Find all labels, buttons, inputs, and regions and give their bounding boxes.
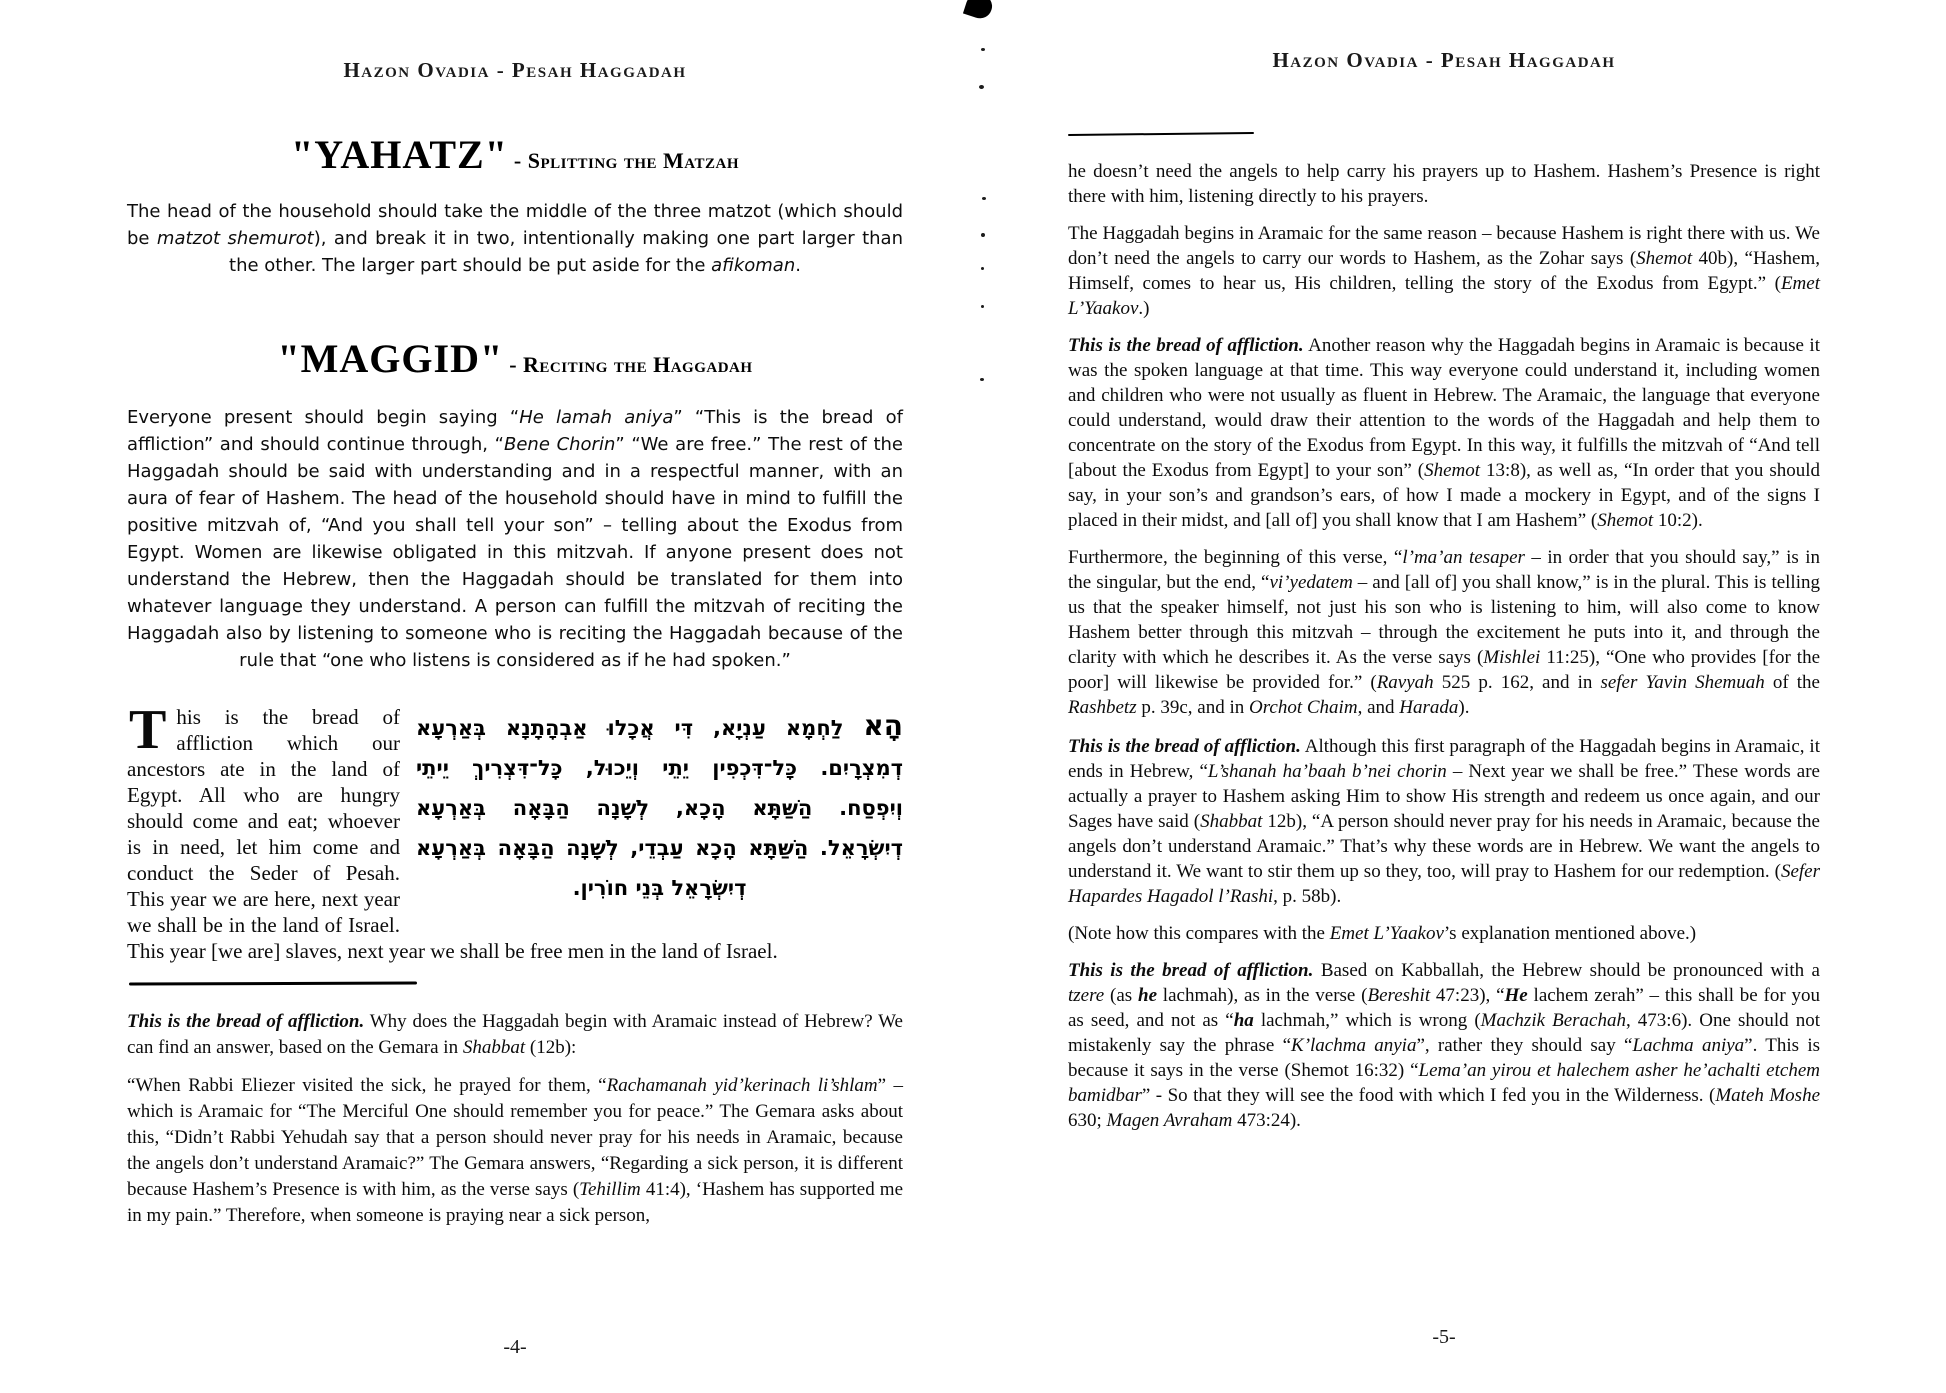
hebrew-line: דְיִשְׂרָאֵל בְּנֵי חוֹרִין. [572, 876, 747, 900]
commentary-paragraph: This is the bread of affliction. Another reason why the Haggadah begins in Aramaic is because it was the spoken language at that time. This way everyone could understand it, including women and children who were not usually as fluent in Hebrew. The Aramaic, the language that everyone could understand, would draw their attention to the words of the Haggadah and help them to concentrate on the story of the Exodus from Egypt. In this way, it fulfills the mitzvah of “And tell [about the Exodus from Egypt] to your son” (Shemot 13:8), as well as, “In order that you should say, in your son’s and grandson’s ears, of how I made a mockery in Egypt, and of the signs I placed in their midst, and [all of] you shall know that I am Hashem” (Shemot 10:2). [1068, 335, 1821, 531]
hebrew-line [416, 706, 903, 748]
yahatz-subtitle: - Splitting the Matzah [513, 148, 739, 173]
scan-artifact [963, 0, 995, 21]
running-header: Hazon Ovadia - Pesah Haggadah [1272, 48, 1616, 72]
scan-artifact [981, 48, 985, 51]
commentary-divider-rule [129, 981, 417, 985]
yahatz-title: "YAHATZ" [291, 132, 508, 177]
commentary-intro: This is the bread of affliction. Why does the Haggadah begin with Aramaic instead of Hebrew? We can find an answer, based on the Gemara in Shabbat (12b): [127, 1011, 903, 1058]
scan-artifact [980, 378, 984, 381]
dropcap-letter: T [129, 699, 167, 761]
maggid-subtitle: - Reciting the Haggadah [509, 352, 753, 377]
commentary-paragraph: Furthermore, the beginning of this verse, “l’ma’an tesaper – in order that you should say,” is in the singular, but the end, “vi’yedatem – and [all of] you shall know,” is in the plural. This is telling us that the speaker himself, not just his son who is listening to him, will also come to know Hashem better through this mitzvah – through the excitement he puts into it, and through the clarity with which he describes it. As the verse says (Mishlei 11:25), “One who provides [for the poor] will likewise be provided for.” (Ravyah 525 p. 162, and in sefer Yavin Shemuah of the Rashbetz p. 39c, and in Orchot Chaim, and Harada). [1068, 547, 1821, 718]
right-page [1068, 48, 1820, 1145]
hebrew-ha-lachma-anya [416, 706, 903, 908]
hebrew-line: וְיִפְסַח. הַשַּׁתָּא הָכָא, לְשָׁנָה הַבָּאָה בְּאַרְעָא [416, 796, 903, 820]
ha-lachma-translation-block [127, 699, 904, 964]
running-header: Hazon Ovadia - Pesah Haggadah [343, 58, 687, 82]
translation-text: his is the bread of affliction which our ancestors ate in the land of Egypt. All who are hungry should come and eat; whoever is in need, let him come and conduct the Seder of Pesah. This year we are here, next year we shall be in the land of Israel. This year [we are] slaves, next year we shall be free men in the land of Israel. [127, 705, 778, 963]
maggid-instructions: Everyone present should begin saying “He lamah aniya” “This is the bread of affliction” and should continue through, “Bene Chorin” “We are free.” The rest of the Haggadah should be said with understanding and in a respectful manner, with an aura of fear of Hashem. The head of the household should have in mind to fulfill the positive mitzvah of, “And you shall tell your son” – telling about the Exodus from Egypt. Women are likewise obligated in this mitzvah. If anyone present does not understand the Hebrew, then the Haggadah should be translated for them into whatever language they understand. A person can fulfill the mitzvah of reciting the Haggadah also by listening to someone who is reciting the Haggadah because of the rule that “one who listens is considered as if he had spoken.” [127, 407, 903, 671]
commentary-paragraph: (Note how this compares with the Emet L’Yaakov’s explanation mentioned above.) [1068, 923, 1697, 944]
continuation-divider-rule [1068, 132, 1254, 136]
left-page [127, 58, 903, 1241]
commentary-paragraph: This is the bread of affliction. Based on Kabballah, the Hebrew should be pronounced with a tzere (as he lachmah), as in the verse (Bereshit 47:23), “He lachem zerah” – this shall be for you as seed, and not as “ha lachmah,” which is wrong (Machzik Berachah, 473:6). One should not mistakenly say the phrase “K’lachma anyia”, rather they should say “Lachma aniya”. This is because it says in the verse (Shemot 16:32) “Lema’an yirou et halechem asher he’achalti etchem bamidbar” - So that they will see the food with which I fed you in the Wilderness. (Mateh Moshe 630; Magen Avraham 473:24). [1068, 960, 1821, 1131]
yahatz-heading [127, 131, 903, 178]
commentary-paragraph: he doesn’t need the angels to help carry his prayers up to Hashem. Hashem’s Presence is right there with him, listening directly to his prayers. [1068, 161, 1820, 207]
page-number-left: -4- [503, 1336, 527, 1358]
maggid-heading [127, 335, 903, 382]
scan-artifact [981, 267, 984, 270]
hebrew-line: דְמִצְרָיִם. כָּל־דִּכְפִין יֵתֵי וְיֵכוּל, כָּל־דִּצְרִיךְ יֵיתֵי [416, 756, 903, 780]
scan-artifact [979, 85, 984, 89]
maggid-title: "MAGGID" [277, 336, 504, 381]
scan-artifact [982, 197, 986, 200]
scan-artifact [981, 233, 985, 237]
commentary-paragraph: The Haggadah begins in Aramaic for the same reason – because Hashem is right there with us. We don’t need the angels to carry our words to Hashem, as the Zohar says (Shemot 40b), “Hashem, Himself, comes to hear us, His children, telling the story of the Exodus from Egypt.” (Emet L’Yaakov.) [1068, 223, 1820, 319]
hebrew-line: דְיִשְׂרָאֵל. הַשַּׁתָּא הָכָא עַבְדֵי, לְשָׁנָה הַבָּאָה בְּאַרְעָא [416, 836, 903, 860]
hebrew-lead-word: הָא [863, 709, 904, 742]
commentary-paragraph: This is the bread of affliction. Although this first paragraph of the Haggadah begins in Aramaic, it ends in Hebrew, “L’shanah ha’baah b’nei chorin – Next year we shall be free.” These words are actually a prayer to Hashem asking Him to show His strength and redeem us once again, and our Sages have said (Shabbat 12b), “A person should never pray for his needs in Aramaic, because the angels don’t understand Aramaic.” That’s why these words are in Hebrew. We want the angels to understand it. We want to stir them up so they, too, will pray to Hashem for our redemption. (Sefer Hapardes Hagadol l’Rashi, p. 58b). [1068, 736, 1820, 907]
hebrew-line-text: לַחְמָא עַנְיָא, דִּי אֲכָלוּ אַבְהָתָנָא בְּאַרְעָא [416, 716, 844, 740]
page-number-right: -5- [1432, 1326, 1456, 1348]
scan-artifact [981, 305, 984, 308]
commentary-gemara-quote: “When Rabbi Eliezer visited the sick, he prayed for them, “Rachamanah yid’kerinach li’shlam” – which is Aramaic for “The Merciful One should remember you for peace.” The Gemara asks about this, “Didn’t Rabbi Yehudah say that a person should never pray for his needs in Aramaic, because the angels don’t understand Aramaic?” The Gemara answers, “Regarding a sick person, it is different because Hashem’s Presence is with him, as the verse says (Tehillim 41:4), ‘Hashem has supported me in my pain.” Therefore, when someone is praying near a sick person, [127, 1075, 904, 1226]
yahatz-instructions: The head of the household should take the middle of the three matzot (which should be matzot shemurot), and break it in two, intentionally making one part larger than the other. The larger part should be put aside for the afikoman. [127, 201, 903, 276]
